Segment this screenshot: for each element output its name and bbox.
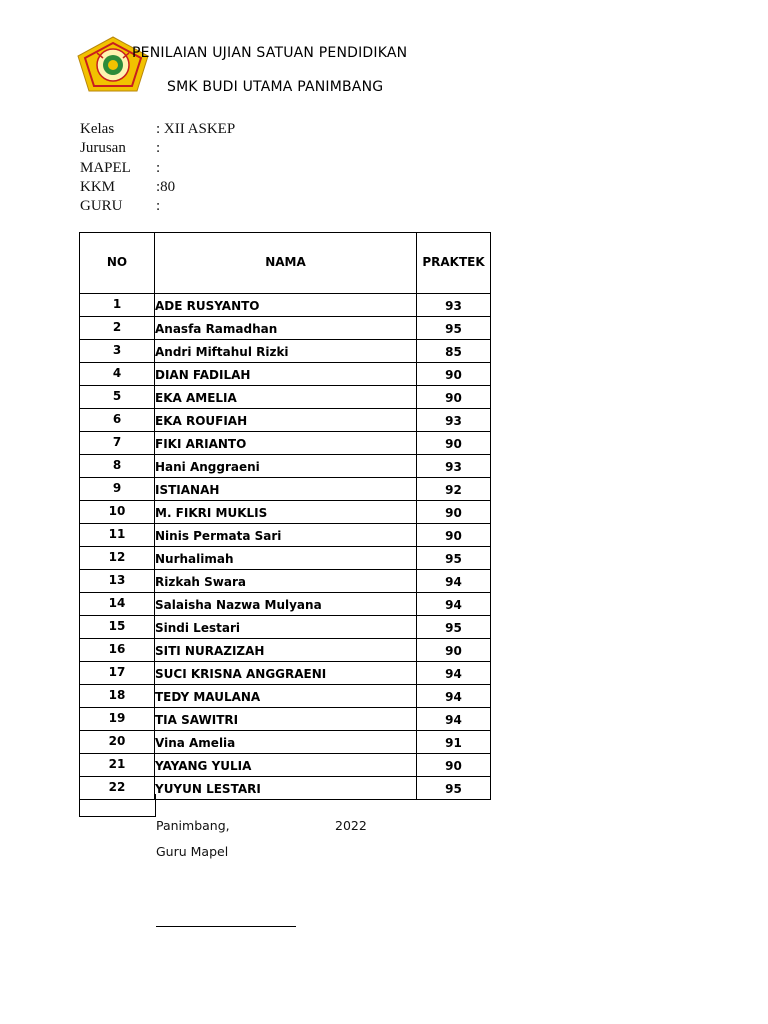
table-row [80, 501, 491, 524]
info-value: : [156, 159, 161, 176]
praktek-score-cell: 90 [417, 754, 491, 777]
row-number-cell: 3 [80, 340, 155, 363]
student-name-cell: Andri Miftahul Rizki [155, 340, 417, 363]
praktek-score-cell: 95 [417, 317, 491, 340]
row-number-cell: 10 [80, 501, 155, 524]
student-name-cell: ADE RUSYANTO [155, 294, 417, 317]
table-row [80, 340, 491, 363]
table-row [80, 662, 491, 685]
student-name-cell: Salaisha Nazwa Mulyana [155, 593, 417, 616]
table-row [80, 363, 491, 386]
signature-line [156, 926, 296, 927]
row-number-cell: 15 [80, 616, 155, 639]
student-name-cell: SITI NURAZIZAH [155, 639, 417, 662]
row-number-cell: 1 [80, 294, 155, 317]
student-name-cell: M. FIKRI MUKLIS [155, 501, 417, 524]
student-name-cell: YAYANG YULIA [155, 754, 417, 777]
empty-cell [79, 794, 156, 817]
info-value: :80 [156, 178, 176, 195]
praktek-score-cell: 94 [417, 570, 491, 593]
student-name-cell: Hani Anggraeni [155, 455, 417, 478]
table-row [80, 386, 491, 409]
student-name-cell: Sindi Lestari [155, 616, 417, 639]
column-header-praktek: PRAKTEK [417, 233, 491, 294]
row-number-cell: 14 [80, 593, 155, 616]
table-row [80, 524, 491, 547]
student-name-cell: ISTIANAH [155, 478, 417, 501]
row-number-cell: 20 [80, 731, 155, 754]
info-label: KKM [80, 178, 116, 195]
student-name-cell: Rizkah Swara [155, 570, 417, 593]
school-name: SMK BUDI UTAMA PANIMBANG [167, 79, 384, 95]
info-value: : [156, 198, 161, 215]
row-number-cell: 9 [80, 478, 155, 501]
column-header-no: NO [80, 233, 155, 294]
table-row [80, 570, 491, 593]
info-value: : [156, 140, 161, 157]
student-name-cell: TEDY MAULANA [155, 685, 417, 708]
row-number-cell: 12 [80, 547, 155, 570]
table-row [80, 754, 491, 777]
info-label: Jurusan [80, 140, 126, 157]
signature-year: 2022 [335, 818, 367, 833]
praktek-score-cell: 94 [417, 685, 491, 708]
info-label: Kelas [80, 121, 115, 137]
praktek-score-cell: 94 [417, 593, 491, 616]
table-row [80, 294, 491, 317]
student-name-cell: YUYUN LESTARI [155, 777, 417, 800]
table-row [80, 432, 491, 455]
column-header-nama: NAMA [155, 233, 417, 294]
row-number-cell: 7 [80, 432, 155, 455]
student-name-cell: SUCI KRISNA ANGGRAENI [155, 662, 417, 685]
signature-place: Panimbang, [156, 818, 230, 833]
row-number-cell: 5 [80, 386, 155, 409]
student-name-cell: FIKI ARIANTO [155, 432, 417, 455]
row-number-cell: 17 [80, 662, 155, 685]
student-name-cell: EKA ROUFIAH [155, 409, 417, 432]
row-number-cell: 8 [80, 455, 155, 478]
student-name-cell: Vina Amelia [155, 731, 417, 754]
praktek-score-cell: 90 [417, 639, 491, 662]
student-name-cell: EKA AMELIA [155, 386, 417, 409]
praktek-score-cell: 90 [417, 363, 491, 386]
row-number-cell: 4 [80, 363, 155, 386]
row-number-cell: 13 [80, 570, 155, 593]
praktek-score-cell: 92 [417, 478, 491, 501]
student-name-cell: DIAN FADILAH [155, 363, 417, 386]
praktek-score-cell: 91 [417, 731, 491, 754]
praktek-score-cell: 93 [417, 455, 491, 478]
student-name-cell: Nurhalimah [155, 547, 417, 570]
table-row [80, 593, 491, 616]
praktek-score-cell: 95 [417, 616, 491, 639]
table-row [80, 731, 491, 754]
row-number-cell: 2 [80, 317, 155, 340]
row-number-cell: 18 [80, 685, 155, 708]
praktek-score-cell: 90 [417, 386, 491, 409]
praktek-score-cell: 90 [417, 432, 491, 455]
info-label: MAPEL [80, 159, 131, 176]
praktek-score-cell: 94 [417, 708, 491, 731]
table-row [80, 685, 491, 708]
table-row [80, 639, 491, 662]
row-number-cell: 22 [80, 777, 155, 800]
table-header-row [80, 233, 491, 294]
praktek-score-cell: 94 [417, 662, 491, 685]
table-row [80, 317, 491, 340]
student-name-cell: Ninis Permata Sari [155, 524, 417, 547]
table-row [80, 409, 491, 432]
student-name-cell: Anasfa Ramadhan [155, 317, 417, 340]
table-row [80, 708, 491, 731]
table-body [80, 294, 491, 800]
row-number-cell: 6 [80, 409, 155, 432]
row-number-cell: 16 [80, 639, 155, 662]
table-row [80, 616, 491, 639]
row-number-cell: 21 [80, 754, 155, 777]
row-number-cell: 19 [80, 708, 155, 731]
praktek-score-cell: 95 [417, 777, 491, 800]
signature-role: Guru Mapel [156, 844, 229, 859]
document-title: PENILAIAN UJIAN SATUAN PENDIDIKAN [132, 45, 408, 61]
table-row [80, 547, 491, 570]
table-row [80, 455, 491, 478]
score-table [79, 232, 491, 800]
info-label: GURU [80, 198, 123, 215]
info-value: : XII ASKEP [156, 121, 236, 137]
student-name-cell: TIA SAWITRI [155, 708, 417, 731]
praktek-score-cell: 90 [417, 501, 491, 524]
praktek-score-cell: 90 [417, 524, 491, 547]
row-number-cell: 11 [80, 524, 155, 547]
praktek-score-cell: 93 [417, 294, 491, 317]
praktek-score-cell: 93 [417, 409, 491, 432]
praktek-score-cell: 95 [417, 547, 491, 570]
table-row [80, 478, 491, 501]
praktek-score-cell: 85 [417, 340, 491, 363]
